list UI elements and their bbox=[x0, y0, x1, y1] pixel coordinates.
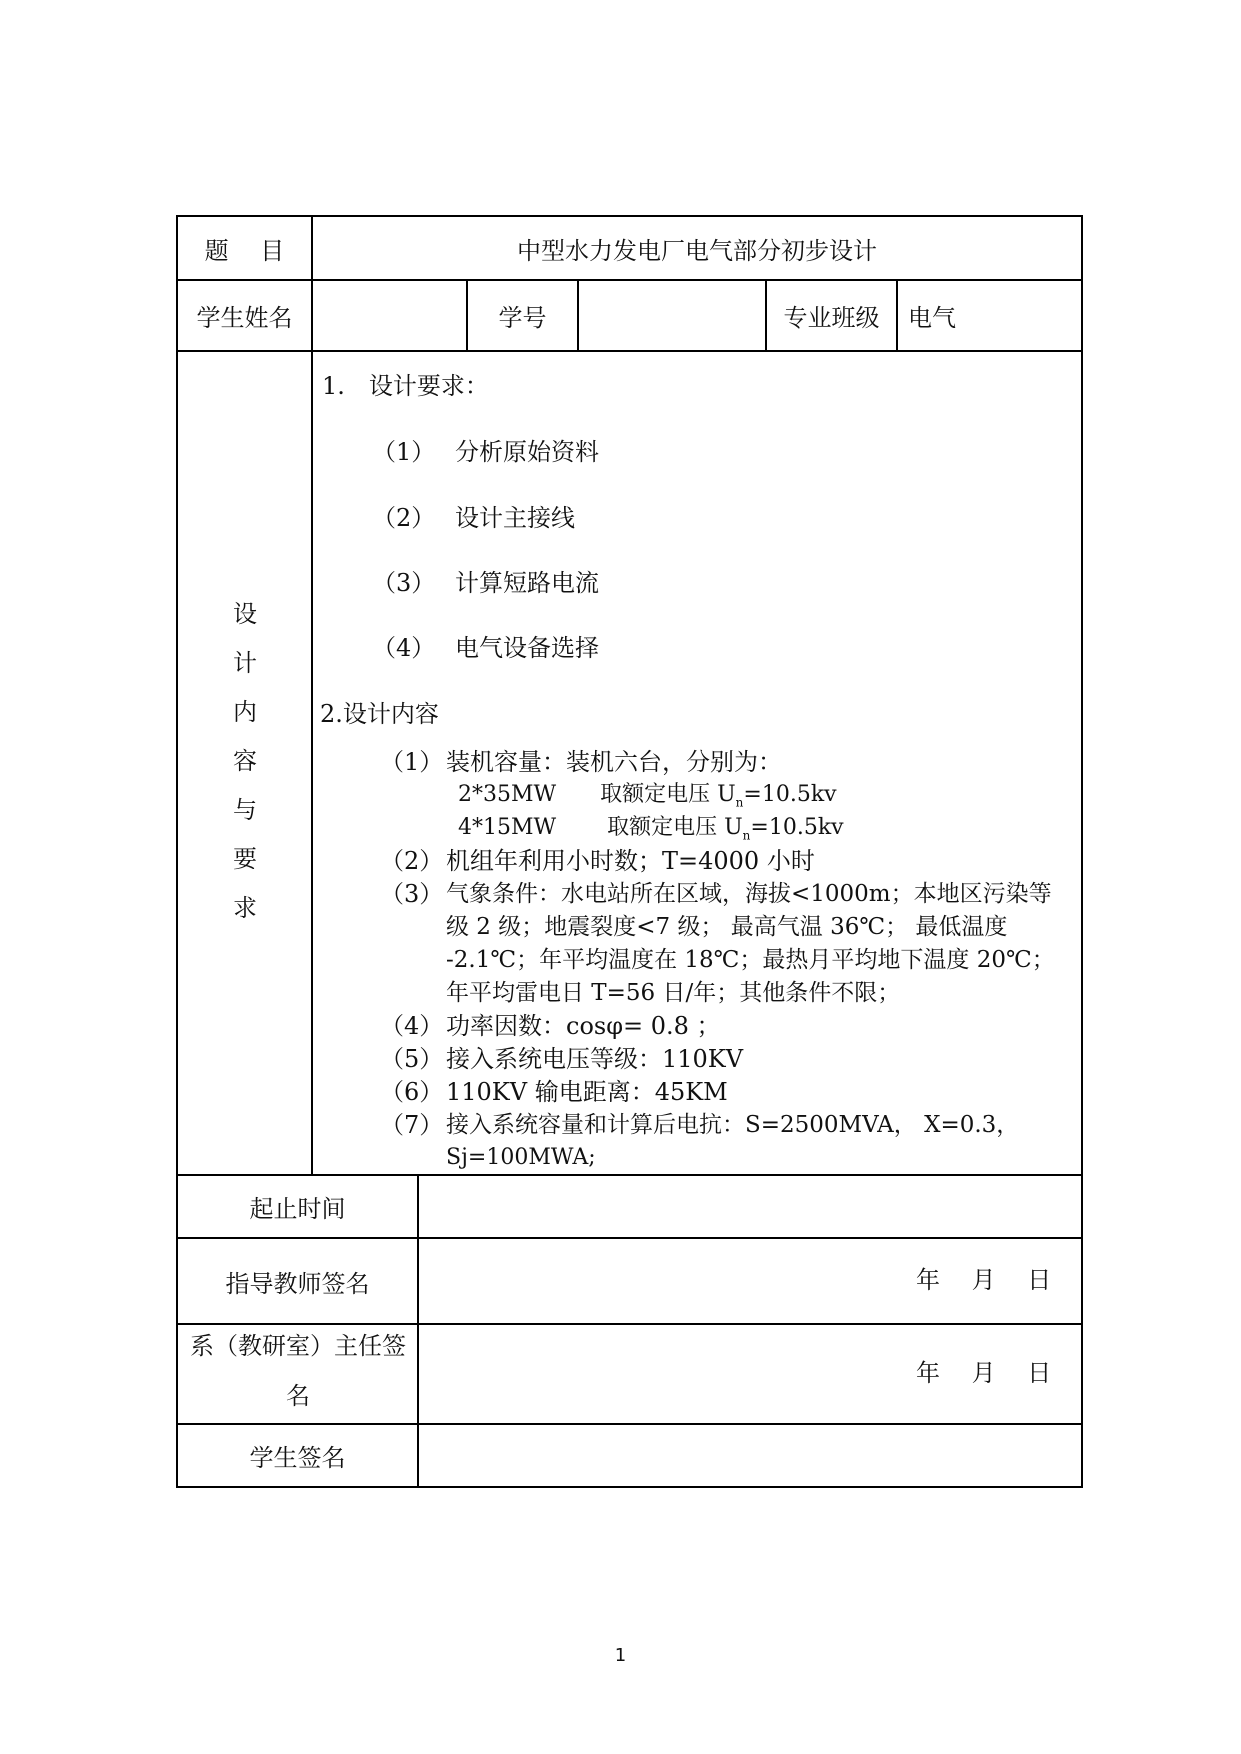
req-item-text: 分析原始资料 bbox=[455, 438, 599, 466]
content-item-text: 110KV 输电距离：45KM bbox=[446, 1078, 728, 1106]
advisor-signature-date: 年 月 日 bbox=[916, 1266, 1052, 1294]
section-label-char: 要 bbox=[233, 845, 257, 873]
content-item-num: （6） bbox=[380, 1078, 444, 1106]
content-item-num: （2） bbox=[380, 847, 444, 875]
content-item-text: 功率因数：cosφ= 0.8 ； bbox=[446, 1012, 721, 1040]
req-item-num: （4） bbox=[372, 634, 436, 662]
content-item-text: 气象条件：水电站所在区域，海拔<1000m；本地区污染等 bbox=[446, 881, 1052, 907]
advisor-signature-label: 指导教师签名 bbox=[225, 1269, 370, 1298]
table-row-line bbox=[176, 1323, 1083, 1325]
period-label: 起止时间 bbox=[249, 1195, 346, 1223]
section-label-char: 容 bbox=[233, 747, 257, 775]
class-value[interactable]: 电气 bbox=[908, 304, 956, 332]
content-item-text: Sj=100MWA; bbox=[446, 1145, 596, 1170]
title-label: 题 目 bbox=[204, 236, 285, 265]
content-item-text: 年平均雷电日 T=56 日/年；其他条件不限； bbox=[446, 980, 901, 1006]
period-value[interactable] bbox=[419, 1176, 1081, 1237]
page-number: 1 bbox=[614, 1645, 627, 1666]
req-item-num: （1） bbox=[372, 438, 436, 466]
req-item-text: 计算短路电流 bbox=[455, 569, 599, 597]
content-heading: 2.设计内容 bbox=[320, 700, 439, 728]
section-label-char: 与 bbox=[233, 796, 257, 824]
class-label: 专业班级 bbox=[783, 304, 880, 332]
section-label-char: 计 bbox=[233, 649, 257, 677]
requirements-heading: 1. 设计要求： bbox=[322, 372, 489, 400]
content-item-num: （1） bbox=[380, 748, 444, 776]
section-label-char: 内 bbox=[233, 698, 257, 726]
generator-spec-line: 4*15MW 取额定电压 $U_n=10.5kv$ bbox=[458, 815, 844, 843]
content-item-num: （7） bbox=[380, 1111, 444, 1139]
student-name-value[interactable] bbox=[313, 281, 466, 350]
table-col-line bbox=[896, 279, 898, 351]
student-name-label: 学生姓名 bbox=[196, 304, 293, 332]
req-item-text: 电气设备选择 bbox=[455, 634, 599, 662]
req-item-num: （3） bbox=[372, 569, 436, 597]
director-signature-label: 名 bbox=[286, 1382, 310, 1410]
content-item-text: 装机容量：装机六台，分别为： bbox=[446, 748, 782, 776]
student-signature-label: 学生签名 bbox=[249, 1444, 346, 1472]
design-content-section-label bbox=[178, 590, 312, 933]
student-id-value[interactable] bbox=[579, 281, 765, 350]
content-item-text: 机组年利用小时数；T=4000 小时 bbox=[446, 847, 815, 875]
student-signature-value[interactable] bbox=[419, 1425, 1081, 1486]
director-signature-label: 系（教研室）主任签 bbox=[190, 1332, 406, 1360]
table-border-bottom bbox=[176, 1486, 1083, 1488]
content-item-text: 级 2 级；地震裂度<7 级； 最高气温 36℃； 最低温度 bbox=[446, 914, 1008, 940]
section-label-char: 求 bbox=[233, 894, 257, 922]
table-border-right bbox=[1081, 215, 1083, 1488]
student-id-label: 学号 bbox=[498, 304, 547, 332]
title-value: 中型水力发电厂电气部分初步设计 bbox=[517, 236, 877, 265]
content-item-num: （5） bbox=[380, 1045, 444, 1073]
content-item-text: -2.1℃；年平均温度在 18℃；最热月平均地下温度 20℃； bbox=[446, 947, 1055, 973]
content-item-text: 接入系统电压等级：110KV bbox=[446, 1045, 744, 1073]
content-item-num: （4） bbox=[380, 1012, 444, 1040]
content-item-num: （3） bbox=[380, 880, 444, 908]
req-item-num: （2） bbox=[372, 504, 436, 532]
content-item-text: 接入系统容量和计算后电抗：S=2500MVA， X=0.3， bbox=[446, 1112, 1020, 1138]
director-signature-date: 年 月 日 bbox=[916, 1359, 1052, 1387]
req-item-text: 设计主接线 bbox=[455, 504, 575, 532]
generator-spec-line: 2*35MW 取额定电压 $U_n=10.5kv$ bbox=[458, 782, 837, 810]
section-label-char: 设 bbox=[233, 600, 257, 628]
